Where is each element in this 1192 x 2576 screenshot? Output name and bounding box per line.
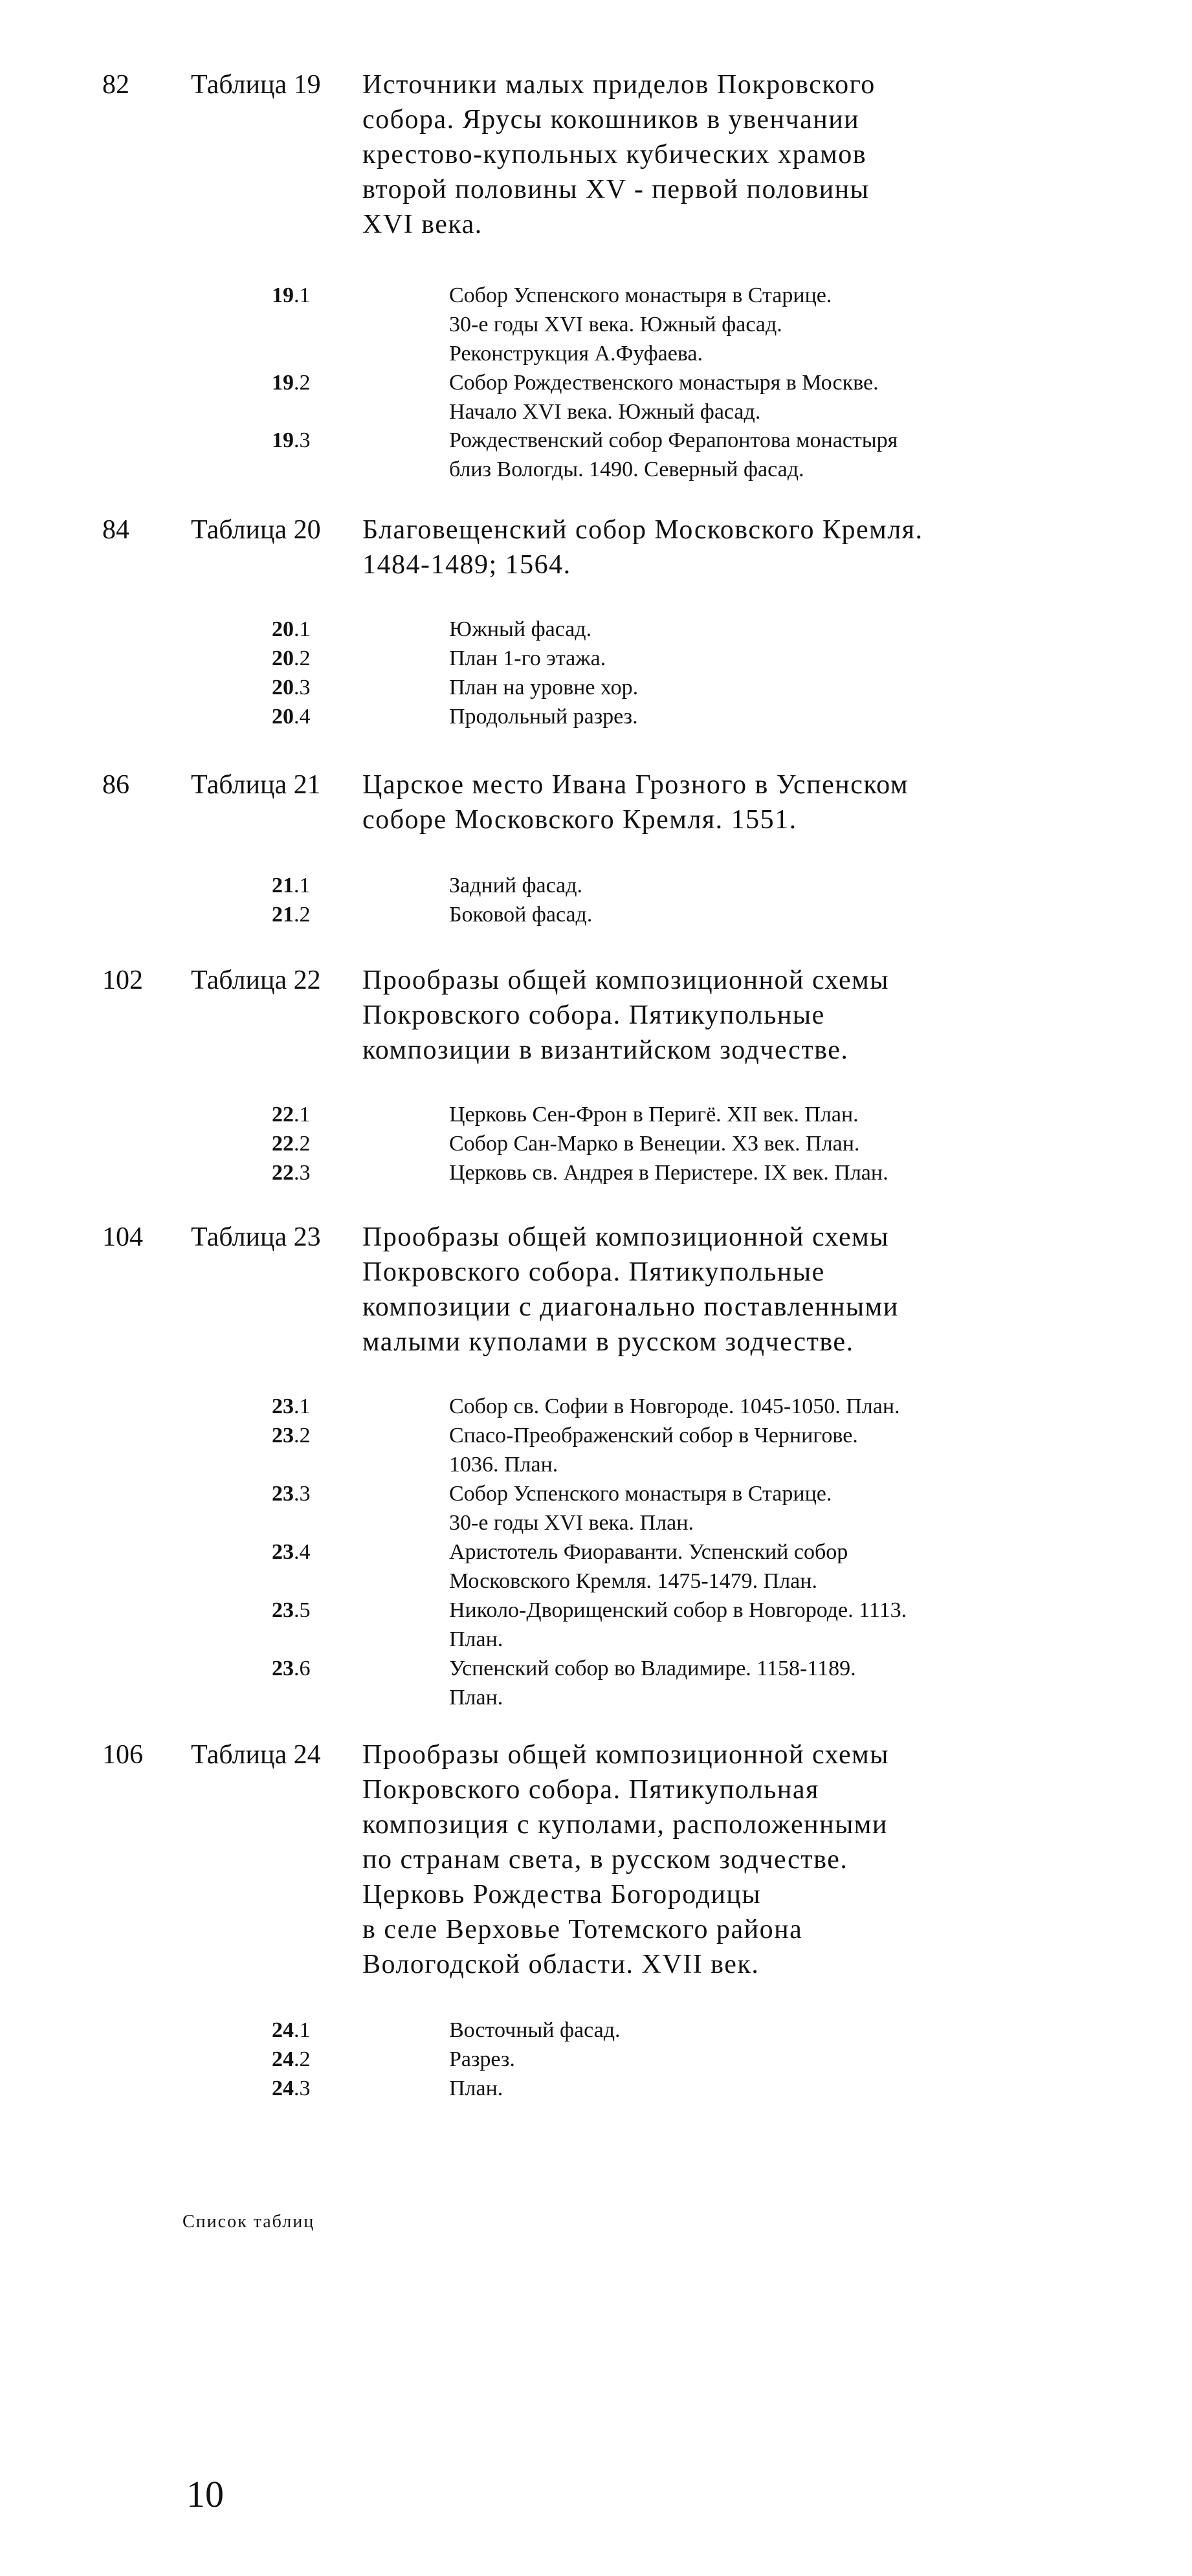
item-caption: План на уровне хор.	[449, 676, 639, 699]
item-caption: План 1-го этажа.	[449, 646, 606, 670]
item-number: 24.2	[272, 2047, 311, 2071]
table-label: Таблица 21	[191, 770, 321, 800]
item-caption: Собор Сан-Марко в Венеции. XЗ век. План.	[449, 1132, 860, 1156]
item-caption: Спасо-Преображенский собор в Чернигове. 1036. План.	[449, 1424, 858, 1477]
table-label: Таблица 19	[191, 70, 321, 100]
table-title: Источники малых приделов Покровского собора. Ярусы кокошников в увенчании крестово-купольных кубических храмов второй половины XV - первой половины XVI века.	[362, 70, 876, 239]
table-title: Прообразы общей композиционной схемы Покровского собора. Пятикупольные композиции в византийском зодчестве.	[362, 965, 889, 1065]
table-label: Таблица 20	[191, 515, 321, 545]
item-caption: Церковь Сен-Фрон в Перигё. XII век. План.	[449, 1103, 859, 1127]
item-number: 21.2	[272, 903, 311, 927]
item-number: 22.1	[272, 1103, 311, 1127]
item-number: 19.2	[272, 371, 311, 395]
item-number: 19.3	[272, 428, 311, 452]
item-number: 23.6	[272, 1657, 311, 1680]
item-caption: Восточный фасад.	[449, 2018, 621, 2042]
table-label: Таблица 24	[191, 1740, 321, 1770]
item-number: 20.4	[272, 705, 311, 729]
item-caption: Задний фасад.	[449, 874, 583, 897]
table-title: Прообразы общей композиционной схемы Покровского собора. Пятикупольные композиции с диагонально поставленными малыми куполами в русском зодчестве.	[362, 1222, 899, 1357]
entry-page-number: 106	[102, 1740, 143, 1770]
item-number: 20.1	[272, 617, 311, 641]
item-caption: Разрез.	[449, 2047, 515, 2071]
item-number: 21.1	[272, 874, 311, 897]
item-number: 22.2	[272, 1132, 311, 1156]
entry-page-number: 84	[102, 515, 129, 545]
item-number: 23.3	[272, 1482, 311, 1506]
item-caption: Продольный разрез.	[449, 705, 638, 729]
item-number: 23.1	[272, 1394, 311, 1418]
item-caption: Собор св. Софии в Новгороде. 1045-1050. План.	[449, 1394, 900, 1418]
item-caption: Собор Успенского монастыря в Старице. 30-е годы XVI века. План.	[449, 1482, 832, 1535]
item-caption: План.	[449, 2076, 503, 2100]
item-caption: Южный фасад.	[449, 617, 592, 641]
page-number: 10	[186, 2473, 224, 2515]
item-number: 23.2	[272, 1424, 311, 1448]
table-title: Царское место Ивана Грозного в Успенском соборе Московского Кремля. 1551.	[362, 770, 909, 835]
item-number: 19.1	[272, 283, 311, 307]
table-title: Благовещенский собор Московского Кремля. 1484-1489; 1564.	[362, 515, 923, 580]
item-caption: Успенский собор во Владимире. 1158-1189. План.	[449, 1657, 856, 1710]
item-caption: Боковой фасад.	[449, 903, 593, 927]
item-caption: Собор Рождественского монастыря в Москве. Начало XVI века. Южный фасад.	[449, 371, 879, 424]
item-number: 22.3	[272, 1161, 311, 1185]
table-title: Прообразы общей композиционной схемы Покровского собора. Пятикупольная композиция с куполами, расположенными по странам света, в русском зодчестве. Церковь Рождества Богородицы в селе Верховье Тотемского района Вологодской области. XVII век.	[362, 1740, 889, 1979]
item-number: 24.1	[272, 2018, 311, 2042]
entry-page-number: 102	[102, 965, 143, 995]
section-footer-label: Список таблиц	[182, 2212, 315, 2232]
entry-page-number: 104	[102, 1222, 143, 1252]
entry-page-number: 86	[102, 770, 129, 800]
item-caption: Николо-Дворищенский собор в Новгороде. 1113. План.	[449, 1598, 907, 1651]
table-label: Таблица 23	[191, 1222, 321, 1252]
item-number: 24.3	[272, 2076, 311, 2100]
table-label: Таблица 22	[191, 965, 321, 995]
entry-page-number: 82	[102, 70, 129, 100]
item-caption: Рождественский собор Ферапонтова монастыря близ Вологды. 1490. Северный фасад.	[449, 428, 898, 481]
item-caption: Церковь св. Андрея в Перистере. IX век. План.	[449, 1161, 888, 1185]
item-number: 23.4	[272, 1540, 311, 1564]
item-number: 23.5	[272, 1598, 311, 1622]
item-caption: Аристотель Фиораванти. Успенский собор Московского Кремля. 1475-1479. План.	[449, 1540, 848, 1593]
item-caption: Собор Успенского монастыря в Старице. 30-е годы XVI века. Южный фасад. Реконструкция А.Фуфаева.	[449, 283, 832, 366]
item-number: 20.2	[272, 646, 311, 670]
item-number: 20.3	[272, 676, 311, 699]
